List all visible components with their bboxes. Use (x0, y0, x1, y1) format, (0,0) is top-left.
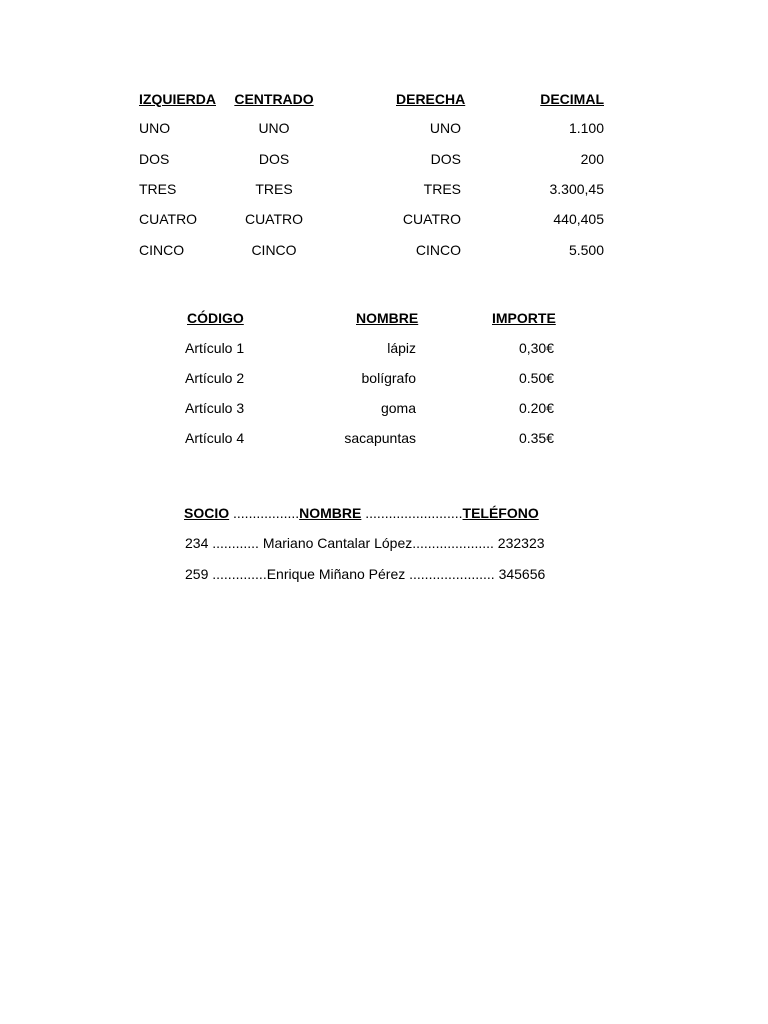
header-nombre: NOMBRE (356, 310, 419, 326)
table-cell: CUATRO (402, 211, 461, 227)
table-cell: CUATRO (244, 211, 304, 227)
table-cell: 0.35€ (518, 430, 554, 446)
table-cell: UNO (139, 120, 171, 136)
header-izquierda: IZQUIERDA (139, 91, 216, 107)
table-cell: 0,30€ (518, 340, 554, 356)
table-cell: 0.50€ (518, 370, 554, 386)
table-cell: TRES (255, 181, 293, 197)
table-cell: DOS (139, 151, 170, 167)
table-cell: bolígrafo (361, 370, 416, 386)
table-cell: TRES (423, 181, 461, 197)
dot-leader: ................. (229, 505, 300, 521)
table-cell: sacapuntas (344, 430, 416, 446)
dot-leader: ......................... (361, 505, 463, 521)
header-centrado: CENTRADO (234, 91, 314, 107)
table-cell: 3.300,45 (549, 181, 604, 197)
table-cell: goma (380, 400, 416, 416)
header-importe: IMPORTE (492, 310, 556, 326)
table-cell: Artículo 2 (185, 370, 245, 386)
table-cell: Artículo 4 (185, 430, 245, 446)
table-cell: 200 (580, 151, 604, 167)
header-nombre: NOMBRE (299, 505, 362, 521)
member-row: 259 ..............Enrique Miñano Pérez ...................... 345656 (185, 566, 546, 582)
table-cell: CINCO (251, 242, 297, 258)
table-cell: UNO (258, 120, 290, 136)
table-cell: 440,405 (553, 211, 604, 227)
table-cell: 0.20€ (518, 400, 554, 416)
header-codigo: CÓDIGO (187, 310, 244, 326)
table-cell: CUATRO (139, 211, 198, 227)
table-cell: DOS (430, 151, 461, 167)
table-cell: 5.500 (568, 242, 604, 258)
table-cell: lápiz (387, 340, 416, 356)
header-socio: SOCIO (184, 505, 230, 521)
table-cell: Artículo 1 (185, 340, 245, 356)
table-cell: CINCO (415, 242, 461, 258)
table-cell: DOS (258, 151, 290, 167)
table-cell: CINCO (139, 242, 185, 258)
table-cell: Artículo 3 (185, 400, 245, 416)
header-derecha: DERECHA (396, 91, 466, 107)
members-header (184, 504, 539, 522)
table-cell: TRES (139, 181, 177, 197)
table-cell: 1.100 (568, 120, 604, 136)
member-row: 234 ............ Mariano Cantalar López..................... 232323 (185, 535, 545, 551)
table-cell: UNO (429, 120, 461, 136)
header-decimal: DECIMAL (540, 91, 604, 107)
header-telefono: TELÉFONO (462, 505, 539, 521)
